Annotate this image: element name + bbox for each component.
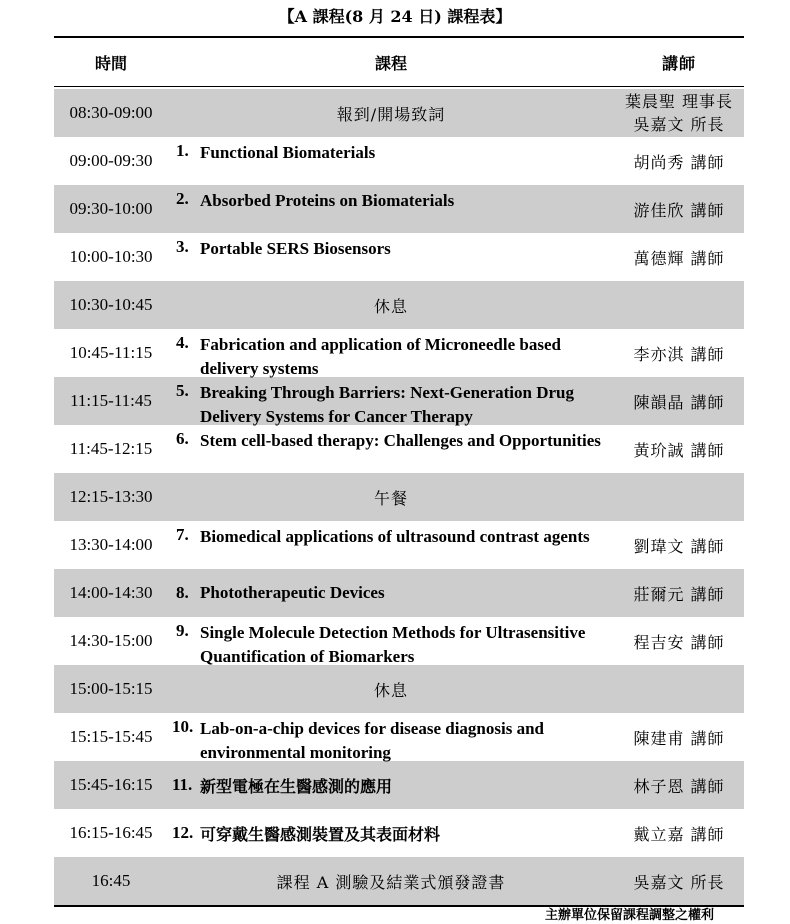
row-instructor: 莊爾元 講師: [633, 584, 725, 604]
course-title: Absorbed Proteins on Biomaterials: [200, 191, 455, 210]
row-instructor: 陳建甫 講師: [633, 728, 725, 748]
row-time: 16:45: [91, 871, 131, 890]
course-number: 12.: [172, 823, 194, 842]
table-row: [54, 281, 744, 329]
course-title: Breaking Through Barriers: Next-Generation Drug Delivery Systems for Cancer Therapy: [200, 383, 574, 426]
row-instructor: 李亦淇 講師: [633, 344, 725, 364]
row-course: [168, 569, 614, 617]
row-time: 13:30-14:00: [69, 535, 153, 554]
course-number: 4.: [176, 333, 189, 352]
course-number: 10.: [172, 717, 194, 736]
course-number: 5.: [176, 381, 189, 400]
table-row: [54, 857, 744, 905]
row-time: 11:15-11:45: [70, 391, 152, 410]
row-course: 休息: [373, 680, 408, 700]
table-row: [54, 425, 744, 473]
row-time: 09:00-09:30: [69, 151, 153, 170]
instructor-name: 葉晨聖 理事長: [624, 92, 734, 111]
row-course: 課程 A 測驗及結業式頒發證書: [276, 872, 506, 892]
table-row: [54, 185, 744, 233]
course-number: 6.: [176, 429, 189, 448]
row-time: 10:00-10:30: [69, 247, 153, 266]
row-course: [168, 185, 614, 233]
header-time: 時間: [94, 53, 127, 73]
table-row: [54, 89, 744, 137]
row-time: 10:30-10:45: [69, 295, 153, 314]
row-time: 14:30-15:00: [69, 631, 153, 650]
table-row: [54, 761, 744, 809]
row-instructor: 劉瑋文 講師: [633, 536, 725, 556]
course-number: 1.: [176, 141, 189, 160]
header-course: 課程: [374, 53, 407, 73]
row-course: [168, 521, 614, 569]
row-instructor: 程吉安 講師: [633, 632, 725, 652]
course-number: 2.: [176, 189, 189, 208]
table-row: [54, 233, 744, 281]
footnote: 主辦單位保留課程調整之權利: [544, 908, 714, 923]
row-time: 14:00-14:30: [69, 583, 153, 602]
row-course: [168, 377, 614, 425]
row-course: [168, 425, 614, 473]
row-instructor: [614, 89, 744, 137]
table-row: [54, 521, 744, 569]
table-row: [54, 377, 744, 425]
row-instructor: [614, 665, 744, 713]
row-time: 15:00-15:15: [69, 679, 153, 698]
course-number: 9.: [176, 621, 189, 640]
table-row: [54, 713, 744, 761]
course-title: 新型電極在生醫感測的應用: [200, 776, 393, 796]
course-title: Stem cell-based therapy: Challenges and Opportunities: [200, 431, 601, 450]
course-number: 8.: [176, 583, 189, 602]
row-time: 08:30-09:00: [69, 103, 153, 122]
row-time: 16:15-16:45: [69, 823, 153, 842]
row-course: 休息: [373, 296, 408, 316]
row-course: [168, 617, 614, 665]
row-course: [168, 809, 614, 857]
row-time: 10:45-11:15: [69, 343, 153, 362]
course-title: Biomedical applications of ultrasound contrast agents: [200, 527, 590, 546]
course-title: Phototherapeutic Devices: [200, 583, 385, 602]
row-instructor: 胡尚秀 講師: [633, 152, 725, 172]
row-instructor: 游佳欣 講師: [633, 200, 725, 220]
course-number: 3.: [176, 237, 189, 256]
course-title: Fabrication and application of Microneedle based delivery systems: [200, 335, 561, 378]
row-time: 12:15-13:30: [69, 487, 153, 506]
header-instructor: 講師: [661, 53, 696, 73]
course-title: Portable SERS Biosensors: [200, 239, 391, 258]
row-instructor: 萬德輝 講師: [633, 248, 725, 268]
row-instructor: 吳嘉文 所長: [633, 872, 725, 892]
row-time: 11:45-12:15: [69, 439, 153, 458]
page-title: 【A 課程(8 月 24 日) 課程表】: [278, 7, 512, 26]
table-row: [54, 329, 744, 377]
table-row: [54, 569, 744, 617]
row-course: [168, 137, 614, 185]
row-instructor: 陳韻晶 講師: [633, 392, 725, 412]
table-row: [54, 617, 744, 665]
row-course: [168, 329, 614, 377]
row-instructor: [614, 473, 744, 521]
row-course: 午餐: [373, 488, 408, 508]
table-header: [54, 38, 744, 86]
table-row: [54, 665, 744, 713]
table-row: [54, 809, 744, 857]
header-rule: [54, 86, 744, 87]
schedule-table: [54, 36, 744, 907]
table-row: [54, 137, 744, 185]
row-instructor: [614, 281, 744, 329]
course-title: Functional Biomaterials: [200, 143, 376, 162]
row-course: [168, 233, 614, 281]
instructor-name: 吳嘉文 所長: [633, 115, 725, 134]
row-time: 15:45-16:15: [69, 775, 153, 794]
row-instructor: 林子恩 講師: [633, 776, 725, 796]
row-course: [168, 713, 614, 761]
course-title: Single Molecule Detection Methods for Ultrasensitive Quantification of Biomarkers: [200, 623, 586, 666]
row-course: [168, 761, 614, 809]
table-row: [54, 473, 744, 521]
course-title: Lab-on-a-chip devices for disease diagnosis and environmental monitoring: [200, 719, 544, 762]
course-number: 7.: [176, 525, 189, 544]
row-time: 15:15-15:45: [69, 727, 153, 746]
row-course: 報到/開場致詞: [336, 104, 446, 124]
course-title: 可穿戴生醫感測裝置及其表面材料: [200, 824, 441, 844]
course-number: 11.: [172, 775, 193, 794]
row-instructor: 黃玠誠 講師: [633, 440, 725, 460]
row-time: 09:30-10:00: [69, 199, 153, 218]
row-instructor: 戴立嘉 講師: [633, 824, 725, 844]
